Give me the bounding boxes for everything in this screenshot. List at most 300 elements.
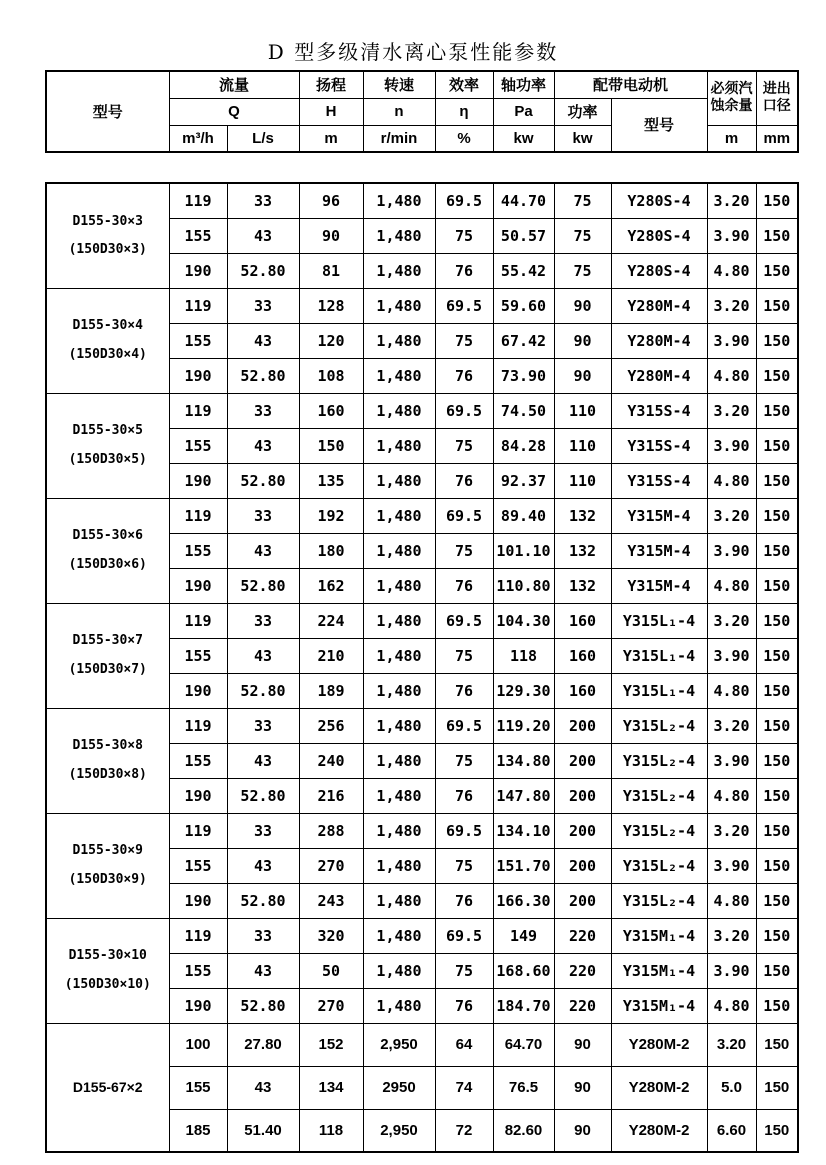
header-speed-label: 转速 [363, 71, 435, 98]
cell-speed: 1,480 [363, 848, 435, 883]
cell-speed: 1,480 [363, 638, 435, 673]
cell-head: 224 [299, 603, 363, 638]
cell-head: 270 [299, 848, 363, 883]
cell-npsh: 4.80 [707, 673, 756, 708]
cell-efficiency: 75 [435, 218, 493, 253]
pump-group [46, 1023, 798, 1152]
cell-efficiency: 64 [435, 1023, 493, 1066]
cell-q-ls: 52.80 [227, 673, 299, 708]
cell-motor-model: Y315S-4 [611, 428, 707, 463]
header-model-label: 型号 [46, 71, 169, 152]
cell-q-m3h: 119 [169, 393, 227, 428]
cell-speed: 1,480 [363, 463, 435, 498]
cell-port-diameter: 150 [756, 673, 798, 708]
page-title: D 型多级清水离心泵性能参数 [267, 40, 559, 64]
cell-motor-model: Y315L₂-4 [611, 848, 707, 883]
pump-model-cell [46, 498, 169, 603]
cell-head: 216 [299, 778, 363, 813]
cell-q-m3h: 190 [169, 463, 227, 498]
cell-motor-model: Y315L₂-4 [611, 778, 707, 813]
cell-motor-power: 110 [554, 393, 611, 428]
cell-q-ls: 33 [227, 918, 299, 953]
header-unit-kw-shaft: kw [493, 125, 554, 152]
cell-npsh: 3.20 [707, 708, 756, 743]
cell-q-m3h: 119 [169, 288, 227, 323]
cell-q-ls: 52.80 [227, 883, 299, 918]
pump-model-cell [46, 603, 169, 708]
cell-motor-model: Y280M-4 [611, 288, 707, 323]
cell-npsh: 3.20 [707, 918, 756, 953]
cell-shaft-power: 67.42 [493, 323, 554, 358]
cell-q-m3h: 190 [169, 568, 227, 603]
cell-npsh: 3.20 [707, 288, 756, 323]
cell-motor-model: Y315L₂-4 [611, 883, 707, 918]
cell-npsh: 3.90 [707, 848, 756, 883]
pump-model-line2: (150D30×3) [68, 242, 147, 258]
cell-port-diameter: 150 [756, 778, 798, 813]
cell-npsh: 4.80 [707, 358, 756, 393]
cell-speed: 1,480 [363, 393, 435, 428]
cell-port-diameter: 150 [756, 498, 798, 533]
cell-npsh: 4.80 [707, 778, 756, 813]
pump-model-line2: (150D30×9) [68, 872, 147, 887]
cell-motor-model: Y315S-4 [611, 393, 707, 428]
cell-q-ls: 43 [227, 218, 299, 253]
cell-efficiency: 69.5 [435, 918, 493, 953]
pump-model-line2: (150D30×6) [68, 557, 147, 572]
pump-group [46, 183, 798, 288]
cell-shaft-power: 64.70 [493, 1023, 554, 1066]
cell-speed: 1,480 [363, 323, 435, 358]
cell-efficiency: 76 [435, 358, 493, 393]
cell-motor-power: 200 [554, 743, 611, 778]
cell-npsh: 3.20 [707, 1023, 756, 1066]
cell-port-diameter: 150 [756, 358, 798, 393]
cell-q-ls: 43 [227, 533, 299, 568]
cell-speed: 2,950 [363, 1023, 435, 1066]
cell-motor-model: Y315L₂-4 [611, 743, 707, 778]
pump-model-line1: D155-30×10 [68, 948, 147, 964]
cell-speed: 1,480 [363, 708, 435, 743]
pump-group [46, 918, 798, 1023]
cell-q-m3h: 119 [169, 813, 227, 848]
cell-q-ls: 33 [227, 183, 299, 218]
cell-npsh: 3.20 [707, 813, 756, 848]
cell-head: 270 [299, 988, 363, 1023]
cell-port-diameter: 150 [756, 463, 798, 498]
header-unit-pct: % [435, 125, 493, 152]
cell-motor-model: Y280M-2 [611, 1023, 707, 1066]
pump-group [46, 288, 798, 393]
cell-motor-power: 75 [554, 183, 611, 218]
cell-efficiency: 76 [435, 673, 493, 708]
cell-head: 240 [299, 743, 363, 778]
cell-motor-power: 200 [554, 848, 611, 883]
cell-q-ls: 43 [227, 953, 299, 988]
cell-motor-power: 200 [554, 708, 611, 743]
cell-motor-power: 90 [554, 1023, 611, 1066]
cell-head: 288 [299, 813, 363, 848]
cell-port-diameter: 150 [756, 708, 798, 743]
header-table [45, 70, 799, 153]
cell-motor-model: Y315L₁-4 [611, 603, 707, 638]
cell-motor-model: Y315L₂-4 [611, 813, 707, 848]
header-unit-kw-motor: kw [554, 125, 611, 152]
pump-model-line1: D155-30×5 [72, 423, 143, 439]
cell-q-m3h: 155 [169, 953, 227, 988]
cell-npsh: 3.90 [707, 323, 756, 358]
cell-npsh: 3.90 [707, 953, 756, 988]
cell-efficiency: 76 [435, 463, 493, 498]
cell-npsh: 3.20 [707, 393, 756, 428]
cell-efficiency: 69.5 [435, 708, 493, 743]
cell-port-diameter: 150 [756, 568, 798, 603]
cell-npsh: 4.80 [707, 568, 756, 603]
cell-npsh: 3.90 [707, 533, 756, 568]
header-motor-model-label: 型号 [611, 98, 707, 152]
cell-shaft-power: 118 [493, 638, 554, 673]
cell-q-ls: 33 [227, 708, 299, 743]
cell-motor-model: Y315M-4 [611, 498, 707, 533]
pump-model-line1: D155-30×7 [72, 633, 143, 649]
cell-q-ls: 43 [227, 428, 299, 463]
pump-model-cell [46, 393, 169, 498]
cell-shaft-power: 149 [493, 918, 554, 953]
cell-head: 50 [299, 953, 363, 988]
cell-port-diameter: 150 [756, 883, 798, 918]
cell-speed: 1,480 [363, 778, 435, 813]
cell-shaft-power: 50.57 [493, 218, 554, 253]
cell-head: 90 [299, 218, 363, 253]
pump-model-cell [46, 708, 169, 813]
cell-head: 180 [299, 533, 363, 568]
cell-npsh: 4.80 [707, 463, 756, 498]
pump-model-cell [46, 1023, 169, 1152]
cell-q-ls: 27.80 [227, 1023, 299, 1066]
cell-q-m3h: 190 [169, 988, 227, 1023]
cell-motor-power: 90 [554, 323, 611, 358]
cell-q-m3h: 119 [169, 918, 227, 953]
header-head-label: 扬程 [299, 71, 363, 98]
cell-motor-model: Y280M-2 [611, 1109, 707, 1152]
cell-shaft-power: 119.20 [493, 708, 554, 743]
header-unit-m: m [299, 125, 363, 152]
cell-efficiency: 69.5 [435, 183, 493, 218]
cell-q-m3h: 190 [169, 673, 227, 708]
cell-shaft-power: 92.37 [493, 463, 554, 498]
cell-speed: 1,480 [363, 953, 435, 988]
table-row [46, 498, 798, 533]
header-npsh-line1: 必须汽 [710, 80, 753, 97]
cell-motor-model: Y315M₁-4 [611, 988, 707, 1023]
cell-efficiency: 75 [435, 428, 493, 463]
cell-port-diameter: 150 [756, 288, 798, 323]
cell-speed: 1,480 [363, 183, 435, 218]
cell-q-ls: 33 [227, 288, 299, 323]
cell-q-ls: 52.80 [227, 778, 299, 813]
cell-efficiency: 75 [435, 533, 493, 568]
cell-npsh: 3.90 [707, 743, 756, 778]
table-row [46, 603, 798, 638]
pump-model-line2: (150D30×10) [64, 977, 151, 992]
cell-motor-power: 132 [554, 533, 611, 568]
header-flow-label: 流量 [169, 71, 299, 98]
pump-group [46, 393, 798, 498]
cell-q-ls: 33 [227, 813, 299, 848]
cell-npsh: 3.90 [707, 638, 756, 673]
cell-motor-power: 132 [554, 498, 611, 533]
cell-head: 152 [299, 1023, 363, 1066]
cell-npsh: 6.60 [707, 1109, 756, 1152]
cell-q-m3h: 190 [169, 778, 227, 813]
cell-efficiency: 76 [435, 568, 493, 603]
cell-speed: 1,480 [363, 568, 435, 603]
cell-head: 243 [299, 883, 363, 918]
cell-npsh: 4.80 [707, 883, 756, 918]
table-row [46, 183, 798, 218]
cell-speed: 1,480 [363, 673, 435, 708]
cell-q-ls: 43 [227, 743, 299, 778]
cell-shaft-power: 89.40 [493, 498, 554, 533]
pump-model-line1: D155-30×8 [72, 738, 143, 754]
header-row-1 [46, 71, 798, 98]
pump-model-cell [46, 813, 169, 918]
pump-model-line1: D155-30×4 [72, 318, 143, 334]
cell-efficiency: 75 [435, 953, 493, 988]
cell-motor-power: 160 [554, 638, 611, 673]
cell-q-ls: 43 [227, 323, 299, 358]
cell-q-ls: 43 [227, 1066, 299, 1109]
cell-speed: 1,480 [363, 428, 435, 463]
cell-npsh: 3.90 [707, 428, 756, 463]
cell-shaft-power: 168.60 [493, 953, 554, 988]
table-row [46, 813, 798, 848]
cell-port-diameter: 150 [756, 428, 798, 463]
pump-model-cell [46, 918, 169, 1023]
cell-head: 210 [299, 638, 363, 673]
cell-efficiency: 75 [435, 743, 493, 778]
cell-shaft-power: 134.80 [493, 743, 554, 778]
cell-motor-model: Y315M₁-4 [611, 918, 707, 953]
cell-motor-model: Y280S-4 [611, 253, 707, 288]
pump-group [46, 603, 798, 708]
table-row [46, 288, 798, 323]
cell-efficiency: 76 [435, 883, 493, 918]
cell-motor-power: 90 [554, 1109, 611, 1152]
cell-q-m3h: 155 [169, 323, 227, 358]
header-shaft-power-label: 轴功率 [493, 71, 554, 98]
cell-efficiency: 69.5 [435, 498, 493, 533]
cell-q-m3h: 190 [169, 358, 227, 393]
header-unit-npsh-m: m [707, 125, 756, 152]
cell-shaft-power: 166.30 [493, 883, 554, 918]
pump-model-line1: D155-30×9 [72, 843, 143, 859]
cell-q-m3h: 155 [169, 638, 227, 673]
cell-efficiency: 75 [435, 848, 493, 883]
cell-head: 120 [299, 323, 363, 358]
cell-motor-power: 132 [554, 568, 611, 603]
cell-npsh: 3.20 [707, 603, 756, 638]
pump-model-cell [46, 288, 169, 393]
cell-q-ls: 43 [227, 638, 299, 673]
cell-q-ls: 43 [227, 848, 299, 883]
header-port-line2: 口径 [762, 98, 791, 115]
pump-model-line1: D155-30×3 [72, 213, 143, 229]
cell-speed: 1,480 [363, 813, 435, 848]
cell-head: 108 [299, 358, 363, 393]
cell-motor-model: Y315M-4 [611, 533, 707, 568]
cell-npsh: 4.80 [707, 988, 756, 1023]
cell-q-ls: 51.40 [227, 1109, 299, 1152]
cell-shaft-power: 147.80 [493, 778, 554, 813]
cell-npsh: 3.20 [707, 498, 756, 533]
cell-speed: 1,480 [363, 883, 435, 918]
cell-shaft-power: 73.90 [493, 358, 554, 393]
cell-port-diameter: 150 [756, 638, 798, 673]
cell-shaft-power: 44.70 [493, 183, 554, 218]
cell-efficiency: 69.5 [435, 288, 493, 323]
cell-motor-model: Y315M-4 [611, 568, 707, 603]
body-table [45, 182, 799, 1153]
cell-speed: 1,480 [363, 358, 435, 393]
pump-model-line2: (150D30×8) [68, 767, 147, 782]
cell-head: 192 [299, 498, 363, 533]
cell-q-m3h: 155 [169, 848, 227, 883]
header-unit-m3h: m³/h [169, 125, 227, 152]
cell-port-diameter: 150 [756, 533, 798, 568]
header-unit-rmin: r/min [363, 125, 435, 152]
cell-motor-power: 160 [554, 673, 611, 708]
cell-shaft-power: 104.30 [493, 603, 554, 638]
cell-q-m3h: 119 [169, 603, 227, 638]
cell-q-m3h: 155 [169, 533, 227, 568]
cell-q-m3h: 190 [169, 253, 227, 288]
cell-efficiency: 75 [435, 323, 493, 358]
cell-q-ls: 52.80 [227, 358, 299, 393]
cell-q-ls: 52.80 [227, 568, 299, 603]
cell-speed: 1,480 [363, 218, 435, 253]
pump-model-line2: (150D30×7) [68, 662, 147, 677]
cell-port-diameter: 150 [756, 603, 798, 638]
cell-speed: 1,480 [363, 533, 435, 568]
table-row [46, 918, 798, 953]
cell-speed: 2,950 [363, 1109, 435, 1152]
cell-port-diameter: 150 [756, 918, 798, 953]
cell-efficiency: 72 [435, 1109, 493, 1152]
cell-motor-model: Y315L₁-4 [611, 638, 707, 673]
cell-motor-model: Y280M-4 [611, 358, 707, 393]
cell-head: 128 [299, 288, 363, 323]
header-flow-symbol: Q [169, 98, 299, 125]
cell-motor-model: Y280S-4 [611, 218, 707, 253]
cell-head: 256 [299, 708, 363, 743]
cell-efficiency: 74 [435, 1066, 493, 1109]
cell-npsh: 4.80 [707, 253, 756, 288]
cell-npsh: 5.0 [707, 1066, 756, 1109]
header-motor-label: 配带电动机 [554, 71, 707, 98]
cell-motor-power: 220 [554, 953, 611, 988]
cell-q-m3h: 155 [169, 428, 227, 463]
cell-q-m3h: 155 [169, 1066, 227, 1109]
cell-motor-power: 200 [554, 883, 611, 918]
cell-shaft-power: 184.70 [493, 988, 554, 1023]
cell-speed: 2950 [363, 1066, 435, 1109]
cell-port-diameter: 150 [756, 953, 798, 988]
cell-shaft-power: 129.30 [493, 673, 554, 708]
header-efficiency-symbol: η [435, 98, 493, 125]
cell-q-ls: 33 [227, 603, 299, 638]
header-npsh-label [707, 71, 756, 125]
cell-motor-model: Y315M₁-4 [611, 953, 707, 988]
cell-head: 81 [299, 253, 363, 288]
cell-motor-power: 75 [554, 253, 611, 288]
pump-model-line2: (150D30×4) [68, 347, 147, 362]
cell-efficiency: 76 [435, 778, 493, 813]
cell-efficiency: 76 [435, 253, 493, 288]
table-row [46, 708, 798, 743]
cell-motor-model: Y280M-4 [611, 323, 707, 358]
cell-shaft-power: 134.10 [493, 813, 554, 848]
cell-q-ls: 33 [227, 498, 299, 533]
cell-motor-power: 200 [554, 813, 611, 848]
cell-q-m3h: 119 [169, 183, 227, 218]
cell-motor-power: 160 [554, 603, 611, 638]
cell-shaft-power: 74.50 [493, 393, 554, 428]
cell-head: 118 [299, 1109, 363, 1152]
cell-q-m3h: 119 [169, 498, 227, 533]
cell-speed: 1,480 [363, 743, 435, 778]
header-port-line1: 进出 [762, 80, 791, 97]
cell-motor-power: 110 [554, 428, 611, 463]
cell-head: 320 [299, 918, 363, 953]
cell-port-diameter: 150 [756, 323, 798, 358]
cell-port-diameter: 150 [756, 813, 798, 848]
cell-q-m3h: 155 [169, 743, 227, 778]
cell-q-m3h: 155 [169, 218, 227, 253]
cell-shaft-power: 110.80 [493, 568, 554, 603]
header-shaft-symbol: Pa [493, 98, 554, 125]
pump-model-cell [46, 183, 169, 288]
header-port-label [756, 71, 798, 125]
cell-head: 134 [299, 1066, 363, 1109]
header-head-symbol: H [299, 98, 363, 125]
cell-q-m3h: 185 [169, 1109, 227, 1152]
cell-speed: 1,480 [363, 918, 435, 953]
cell-shaft-power: 82.60 [493, 1109, 554, 1152]
cell-motor-model: Y315S-4 [611, 463, 707, 498]
header-efficiency-label: 效率 [435, 71, 493, 98]
cell-motor-model: Y315L₂-4 [611, 708, 707, 743]
cell-port-diameter: 150 [756, 743, 798, 778]
cell-port-diameter: 150 [756, 988, 798, 1023]
cell-shaft-power: 101.10 [493, 533, 554, 568]
cell-npsh: 3.20 [707, 183, 756, 218]
cell-port-diameter: 150 [756, 848, 798, 883]
pump-model-line1: D155-30×6 [72, 528, 143, 544]
cell-speed: 1,480 [363, 498, 435, 533]
cell-speed: 1,480 [363, 253, 435, 288]
cell-motor-model: Y280S-4 [611, 183, 707, 218]
cell-efficiency: 69.5 [435, 813, 493, 848]
header-unit-mm: mm [756, 125, 798, 152]
cell-q-ls: 52.80 [227, 988, 299, 1023]
cell-q-m3h: 100 [169, 1023, 227, 1066]
cell-npsh: 3.90 [707, 218, 756, 253]
cell-q-ls: 52.80 [227, 463, 299, 498]
cell-efficiency: 69.5 [435, 603, 493, 638]
cell-motor-power: 90 [554, 358, 611, 393]
header-unit-ls: L/s [227, 125, 299, 152]
